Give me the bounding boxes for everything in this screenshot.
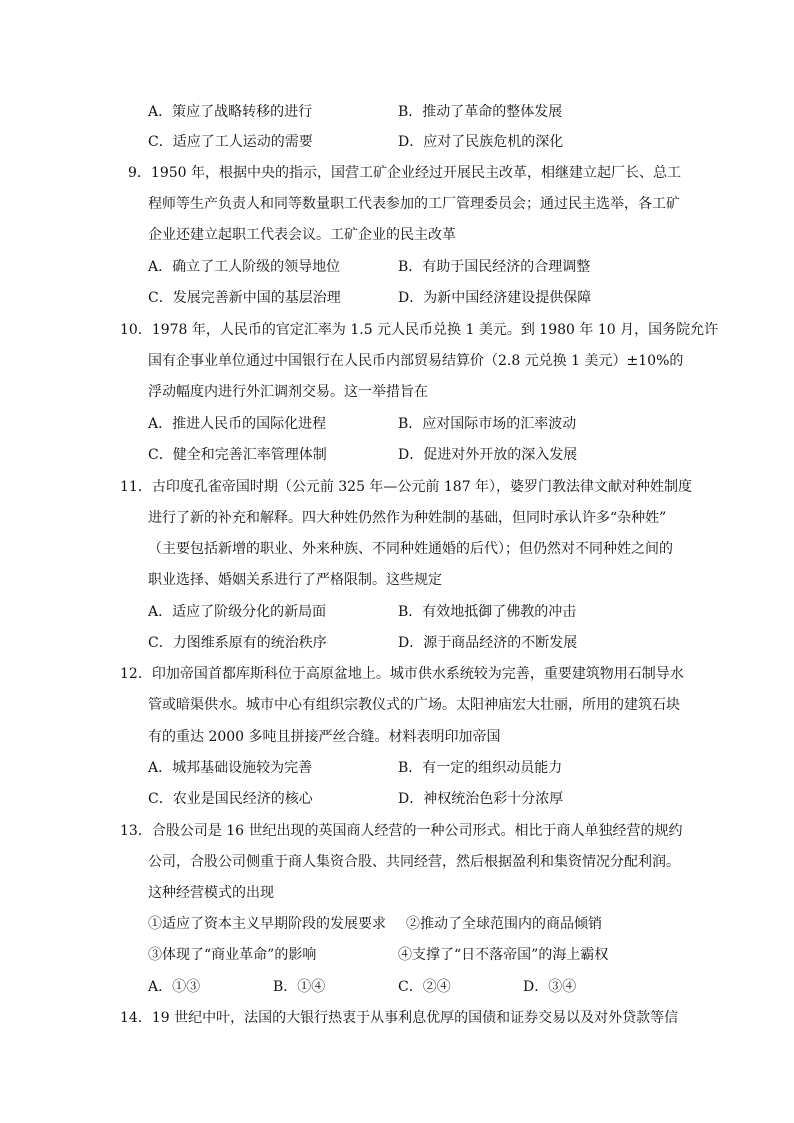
q13-item-4: ④支撑了“日不落帝国”的海上霸权 — [398, 947, 609, 963]
q12-stem-line: 管或暗渠供水。城市中心有组织宗教仪式的广场。太阳神庙宏大壮丽，所用的建筑石块 — [148, 697, 680, 713]
q12-option-d[interactable]: D．神权统治色彩十分浓厚 — [398, 791, 564, 807]
q11-option-d[interactable]: D．源于商品经济的不断发展 — [398, 635, 578, 651]
q12-option-c[interactable]: C．农业是国民经济的核心 — [148, 791, 313, 807]
q8-option-c[interactable]: C．适应了工人运动的需要 — [148, 134, 313, 150]
q8-option-b[interactable]: B．推动了革命的整体发展 — [398, 104, 563, 120]
q13-item-3: ③体现了“商业革命”的影响 — [148, 947, 317, 963]
q13-option-d[interactable]: D．③④ — [523, 979, 577, 995]
q13-stem-line: 13．合股公司是 16 世纪出现的英国商人经营的一种公司形式。相比于商人单独经营的规约 — [120, 823, 683, 839]
q9-option-d[interactable]: D．为新中国经济建设提供保障 — [398, 290, 592, 306]
q13-item-2: ②推动了全球范围内的商品倾销 — [406, 916, 602, 932]
q11-stem-line: 进行了新的补充和解释。四大种姓仍然作为种姓制的基础，但同时承认许多“杂种姓” — [148, 510, 667, 526]
q14-stem-line: 14．19 世纪中叶，法国的大银行热衷于从事利息优厚的国债和证券交易以及对外贷款等信 — [120, 1010, 679, 1026]
q9-stem-line: 9．1950 年，根据中央的指示，国营工矿企业经过开展民主改革，相继建立起厂长、总工 — [128, 165, 681, 181]
q9-option-a[interactable]: A．确立了工人阶级的领导地位 — [148, 259, 341, 275]
q10-option-d[interactable]: D．促进对外开放的深入发展 — [398, 447, 578, 463]
q11-option-b[interactable]: B．有效地抵御了佛教的冲击 — [398, 604, 577, 620]
q9-stem-line: 企业还建立起职工代表会议。工矿企业的民主改革 — [148, 227, 456, 243]
q13-stem-line: 公司，合股公司侧重于商人集资合股、共同经营，然后根据盈利和集资情况分配利润。 — [148, 854, 680, 870]
q11-stem-line: 11．古印度孔雀帝国时期（公元前 325 年—公元前 187 年），婆罗门教法律文献对种姓制度 — [120, 479, 693, 495]
q10-option-c[interactable]: C．健全和完善汇率管理体制 — [148, 447, 327, 463]
q12-stem-line: 有的重达 2000 多吨且拼接严丝合缝。材料表明印加帝国 — [148, 729, 501, 745]
q9-stem-line: 程师等生产负责人和同等数量职工代表参加的工厂管理委员会；通过民主选举，各工矿 — [148, 196, 680, 212]
q10-option-a[interactable]: A．推进人民币的国际化进程 — [148, 416, 327, 432]
q11-stem-line: 职业选择、婚姻关系进行了严格限制。这些规定 — [148, 572, 442, 588]
q11-option-c[interactable]: C．力图维系原有的统治秩序 — [148, 635, 327, 651]
q9-option-b[interactable]: B．有助于国民经济的合理调整 — [398, 259, 591, 275]
q13-option-c[interactable]: C．②④ — [398, 979, 451, 995]
q9-option-c[interactable]: C．发展完善新中国的基层治理 — [148, 290, 341, 306]
q12-option-a[interactable]: A．城邦基础设施较为完善 — [148, 760, 313, 776]
q11-stem-line: （主要包括新增的职业、外来种族、不同种姓通婚的后代）；但仍然对不同种姓之间的 — [148, 541, 673, 557]
q13-item-1: ①适应了资本主义早期阶段的发展要求 — [148, 916, 386, 932]
q10-stem-line: 10．1978 年，人民币的官定汇率为 1.5 元人民币兑换 1 美元。到 1980 年 10 月，国务院允许 — [120, 322, 719, 338]
q10-option-b[interactable]: B．应对国际市场的汇率波动 — [398, 416, 577, 432]
q10-stem-line: 浮动幅度内进行外汇调剂交易。这一举措旨在 — [148, 384, 428, 400]
q13-stem-line: 这种经营模式的出现 — [148, 885, 274, 901]
q12-stem-line: 12．印加帝国首都库斯科位于高原盆地上。城市供水系统较为完善，重要建筑物用石制导水 — [120, 666, 684, 682]
q13-option-b[interactable]: B．①④ — [273, 979, 326, 995]
q12-option-b[interactable]: B．有一定的组织动员能力 — [398, 760, 563, 776]
q11-option-a[interactable]: A．适应了阶级分化的新局面 — [148, 604, 327, 620]
q10-stem-line: 国有企事业单位通过中国银行在人民币内部贸易结算价（2.8 元兑换 1 美元）±10%的 — [148, 353, 684, 369]
q8-option-d[interactable]: D．应对了民族危机的深化 — [398, 134, 564, 150]
q13-option-a[interactable]: A．①③ — [148, 979, 201, 995]
q8-option-a[interactable]: A．策应了战略转移的进行 — [148, 104, 313, 120]
